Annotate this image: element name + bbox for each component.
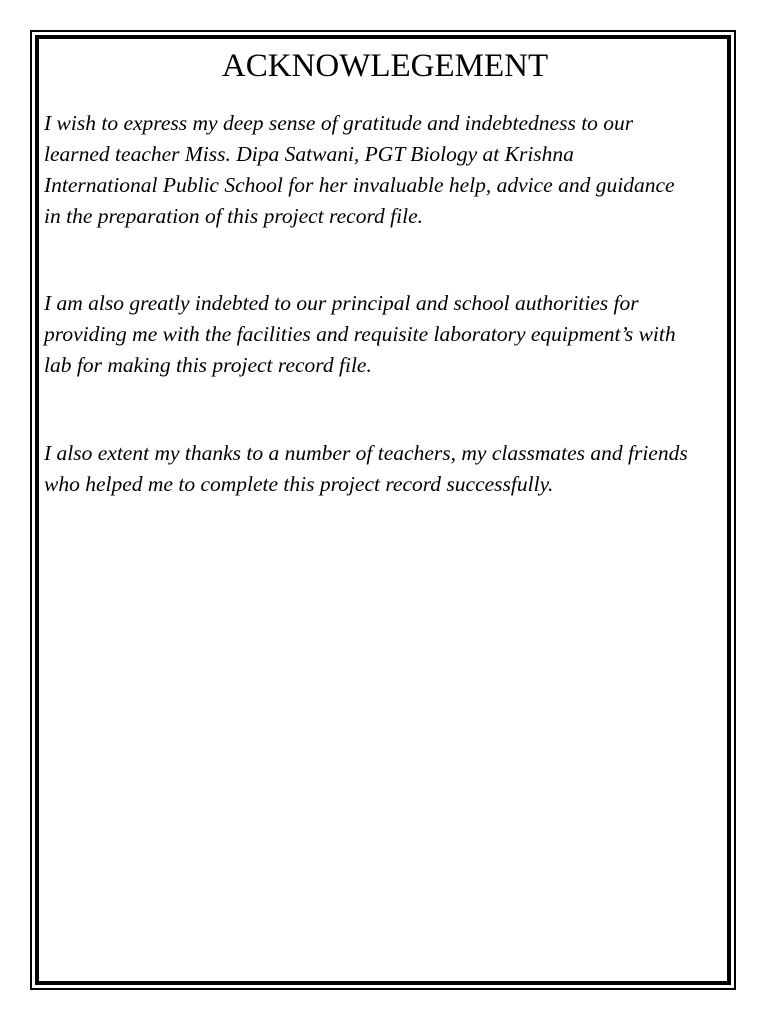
paragraph-principal: I am also greatly indebted to our principal and school authorities for providing me with the facilities and requisite laboratory equipment’s with lab for making this project record file. <box>44 291 676 377</box>
document-body <box>44 44 726 496</box>
paragraph-thanks: I also extent my thanks to a number of teachers, my classmates and friends who helped me to complete this project record successfully. <box>44 441 688 496</box>
paragraph-gratitude: I wish to express my deep sense of gratitude and indebtedness to our learned teacher Miss. Dipa Satwani, PGT Biology at Krishna International Public School for her invaluable help, advice and guidance in the preparation of this project record file. <box>44 111 675 228</box>
document-title: ACKNOWLEGEMENT <box>221 48 549 84</box>
